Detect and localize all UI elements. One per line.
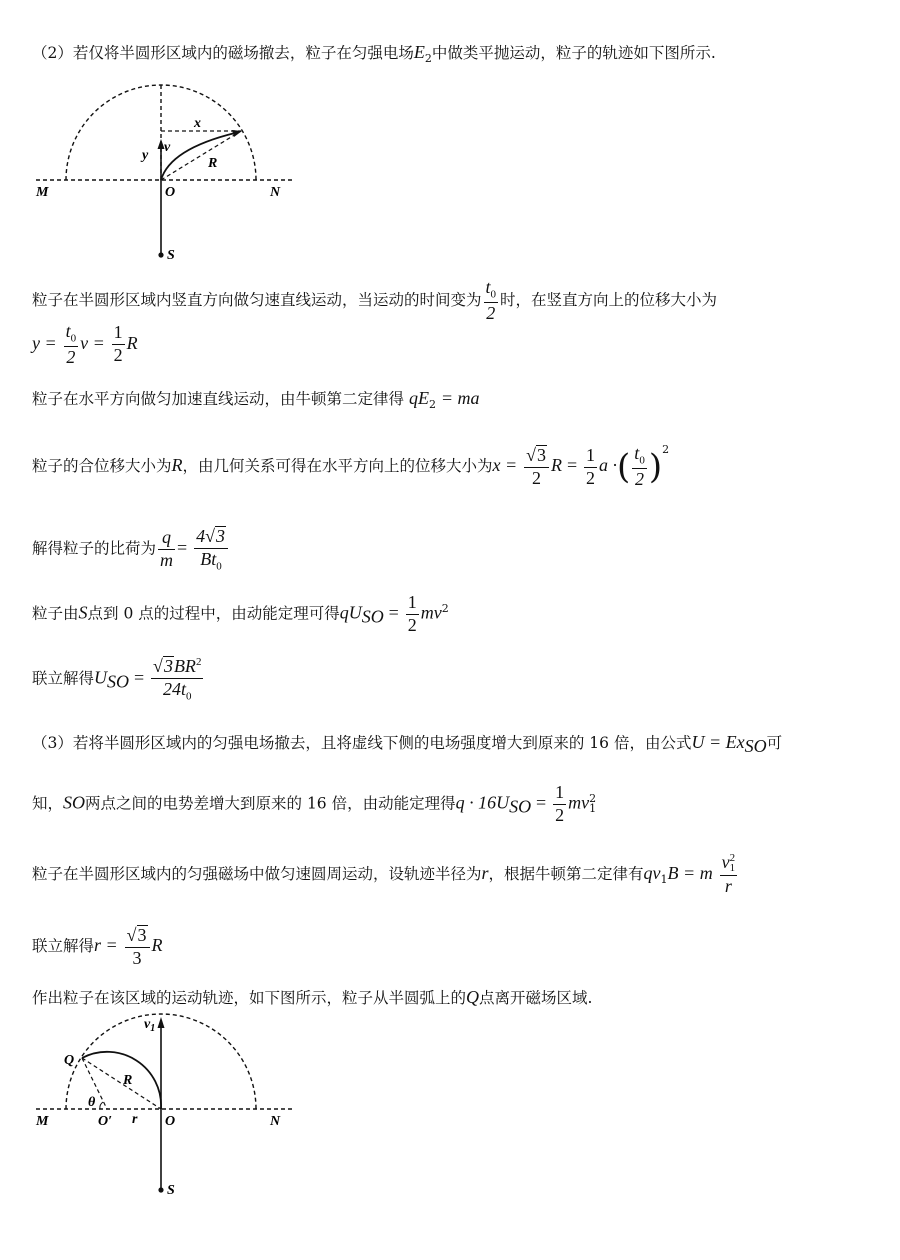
point-s [158,1187,163,1192]
label-r-big: R [123,1073,133,1088]
figure-2-circular-trajectory [30,1012,300,1202]
label-s: S [167,248,175,263]
label-o: O [165,1114,176,1129]
label-n: N [270,185,281,200]
step2-line1: 粒子在半圆形区域内竖直方向做匀速直线运动，当运动的时间变为 $\frac{t_0}{2}$ 时，在竖直方向上的位移大小为 [32,277,718,323]
label-theta: θ [88,1095,96,1110]
figure-1-trajectory [30,75,300,265]
trajectory-curve [161,133,235,180]
label-r-small: r [132,1112,138,1127]
step2-y-equation: y = $\frac{t_0}{2}$ v = $\frac{1}{2}$ R [32,321,138,367]
step2-newton: 粒子在水平方向做匀加速直线运动，由牛顿第二定律得 $qE_2$ = ma [32,388,480,412]
part3-radius: 联立解得r = $\frac{√3}{3}$ R [32,925,163,968]
step2-charge-ratio: 解得粒子的比荷为 $\frac{q}{m}$ = $\frac{4√3}{Bt_0}$ [32,526,230,572]
part3-newton: 粒子在半圆形区域内的匀强磁场中做匀速圆周运动，设轨迹半径为r，根据牛顿第二定律有$qv_1B = m$ v 2 1 r [32,851,736,896]
label-s: S [167,1183,175,1198]
part3-intro: （3）若将半圆形区域内的匀强电场撤去，且将虚线下侧的电场强度增大到原来的 16 倍，由公式$U = Ex_{SO}$可 [32,732,783,757]
part3-energy: 知，SO两点之间的电势差增大到原来的 16 倍，由动能定理得$q \cdot 16U_{SO}$ = $\frac{1}{2}$ mv 2 1 [32,782,597,825]
label-o: O [165,185,176,200]
label-v: v [164,140,171,155]
theta-arc [100,1102,103,1109]
label-m: M [36,185,49,200]
label-m: M [36,1114,49,1129]
label-q: Q [64,1053,75,1068]
step2-displacement: 粒子的合位移大小为R，由几何关系可得在水平方向上的位移大小为x = $\frac{√3}{2}$ R = $\frac{1}{2}$ a ·( $\frac{t_0}{2}$ )$^2$ [32,443,670,489]
step2-result: 联立解得$U_{SO}$ = $\frac{√3BR^2}{24t_0}$ [32,656,202,703]
part3-trajectory-text: 作出粒子在该区域的运动轨迹，如下图所示，粒子从半圆弧上的Q点离开磁场区域. [32,987,593,1007]
label-r: R [208,156,218,171]
point-s [158,252,163,257]
step2-energy: 粒子由S点到 0 点的过程中，由动能定理可得$qU_{SO}$ = $\frac{1}{2}$ $mv^2$ [32,592,449,635]
label-v1: $v_1$ [144,1017,156,1034]
part2-intro: （2）若仅将半圆形区域内的磁场撤去，粒子在匀强电场$E_2$中做类平抛运动，粒子的轨迹如下图所示. [32,42,716,66]
label-oprime: O′ [98,1114,113,1129]
label-x: x [194,116,201,131]
label-y: y [142,148,149,163]
r-dashed [161,131,241,180]
label-n: N [270,1114,281,1129]
